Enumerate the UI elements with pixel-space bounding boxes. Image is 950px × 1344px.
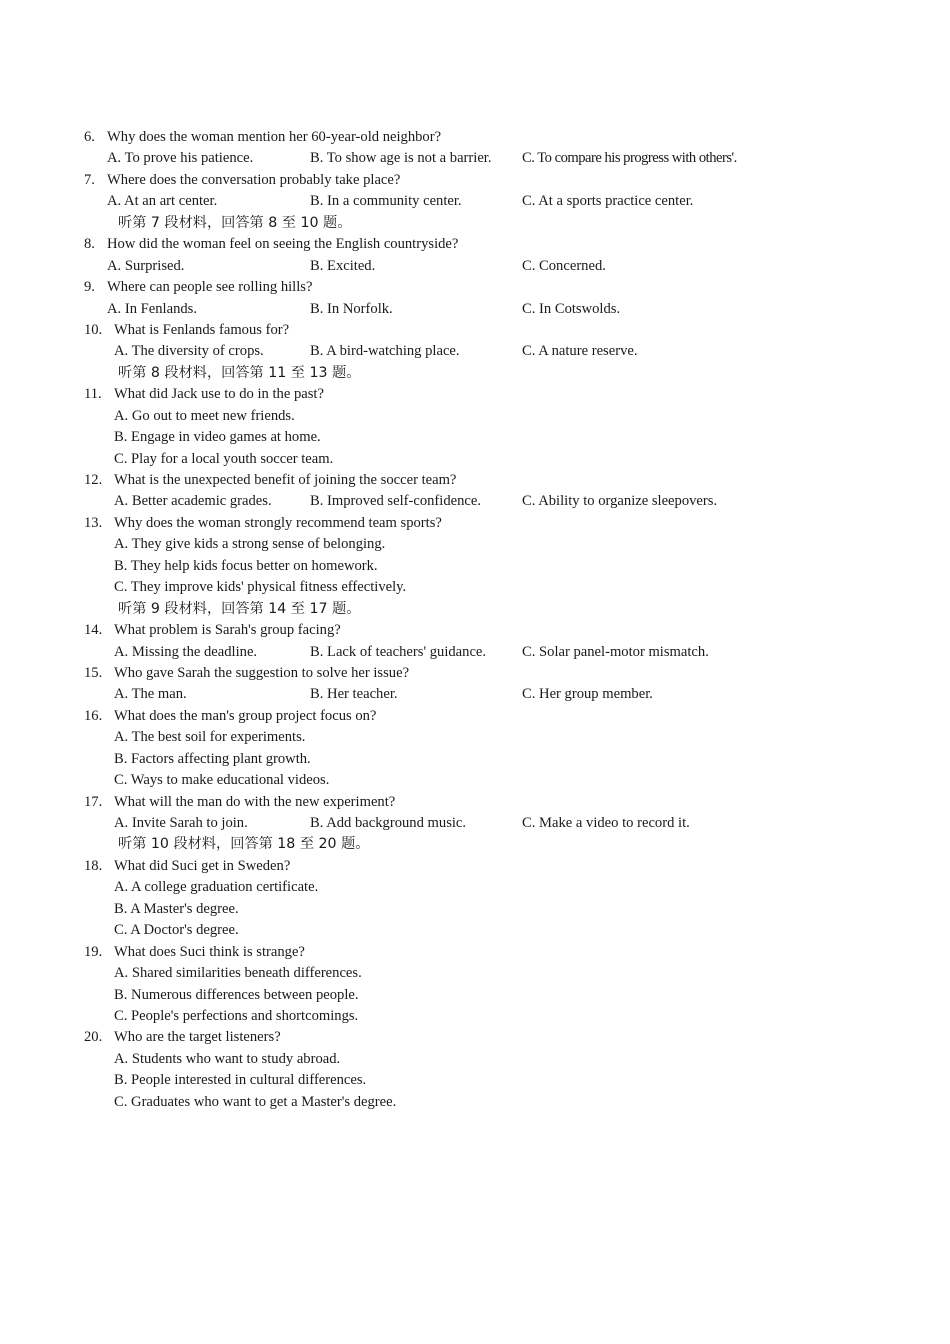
- question-12-options: [0, 491, 950, 512]
- question-13: [0, 513, 950, 534]
- question-number: 13.: [84, 514, 103, 531]
- option-b: B. A Master's degree.: [114, 900, 239, 917]
- question-number: 6.: [84, 129, 95, 145]
- option-c: C. Graduates who want to get a Master's degree.: [114, 1093, 397, 1110]
- option-a: A. Better academic grades.: [114, 493, 272, 510]
- question-12: [0, 470, 950, 491]
- option-c: C. Solar panel-motor mismatch.: [522, 643, 709, 660]
- question-11-option-b: [0, 427, 950, 448]
- question-10: [0, 320, 950, 341]
- option-c: C. Concerned.: [522, 257, 606, 274]
- section-instruction: 听第 8 段材料，回答第 11 至 13 题。: [118, 364, 361, 381]
- option-a: A. In Fenlands.: [107, 300, 197, 317]
- question-20-option-c: [0, 1092, 950, 1113]
- question-text: What does the man's group project focus on?: [114, 707, 377, 724]
- question-17: [0, 792, 950, 813]
- question-number: 7.: [84, 171, 95, 188]
- option-c: C. To compare his progress with others'.: [522, 150, 737, 167]
- option-a: A. Surprised.: [107, 257, 185, 274]
- question-6: [0, 127, 950, 148]
- question-16-option-c: [0, 770, 950, 791]
- section-heading: [0, 834, 950, 855]
- question-text: What will the man do with the new experiment?: [114, 793, 396, 810]
- question-text: Why does the woman strongly recommend team sports?: [114, 514, 442, 531]
- question-8-options: [0, 256, 950, 277]
- option-a: A. The best soil for experiments.: [114, 729, 306, 746]
- option-c: C. A nature reserve.: [522, 343, 638, 360]
- question-6-options: [0, 148, 950, 169]
- question-text: What does Suci think is strange?: [114, 943, 305, 960]
- question-text: What did Suci get in Sweden?: [114, 857, 291, 874]
- option-a: A. Shared similarities beneath differences.: [114, 965, 362, 982]
- question-19-option-a: [0, 963, 950, 984]
- question-number: 18.: [84, 857, 103, 874]
- option-b: B. Engage in video games at home.: [114, 429, 321, 446]
- question-9-options: [0, 299, 950, 320]
- question-10-options: [0, 341, 950, 362]
- question-text: Who gave Sarah the suggestion to solve her issue?: [114, 664, 410, 681]
- option-b: B. Improved self-confidence.: [310, 493, 482, 510]
- question-16-option-b: [0, 749, 950, 770]
- option-a: A. Go out to meet new friends.: [114, 407, 295, 424]
- option-b: B. In a community center.: [310, 193, 462, 210]
- option-a: A. Students who want to study abroad.: [114, 1050, 341, 1067]
- question-15-options: [0, 684, 950, 705]
- question-14: [0, 620, 950, 641]
- option-c: C. At a sports practice center.: [522, 193, 694, 210]
- option-c: C. People's perfections and shortcomings.: [114, 1007, 359, 1024]
- question-11: [0, 384, 950, 405]
- option-a: A. Invite Sarah to join.: [114, 815, 248, 831]
- question-number: 10.: [84, 321, 103, 338]
- question-8: [0, 234, 950, 255]
- option-b: B. Her teacher.: [310, 686, 398, 703]
- question-7-options: [0, 191, 950, 212]
- question-15: [0, 663, 950, 684]
- option-a: A. They give kids a strong sense of belonging.: [114, 536, 386, 553]
- question-number: 16.: [84, 707, 103, 724]
- option-c: C. Ways to make educational videos.: [114, 772, 330, 789]
- option-b: B. People interested in cultural differences.: [114, 1072, 367, 1089]
- question-text: What is Fenlands famous for?: [114, 321, 290, 338]
- question-number: 20.: [84, 1029, 103, 1046]
- question-18: [0, 856, 950, 877]
- option-a: A. The man.: [114, 686, 187, 703]
- question-14-options: [0, 642, 950, 663]
- question-text: What problem is Sarah's group facing?: [114, 622, 341, 639]
- option-b: B. Numerous differences between people.: [114, 986, 359, 1003]
- question-13-option-b: [0, 556, 950, 577]
- question-9: [0, 277, 950, 298]
- option-b: B. To show age is not a barrier.: [310, 150, 492, 167]
- option-c: C. Ability to organize sleepovers.: [522, 493, 718, 510]
- section-instruction: 听第 10 段材料，回答第 18 至 20 题。: [118, 836, 370, 853]
- question-number: 11.: [84, 386, 102, 403]
- question-13-option-a: [0, 534, 950, 555]
- option-c: C. Play for a local youth soccer team.: [114, 450, 334, 467]
- question-18-option-a: [0, 877, 950, 898]
- question-number: 15.: [84, 664, 103, 681]
- question-16-option-a: [0, 727, 950, 748]
- option-a: A. At an art center.: [107, 193, 218, 210]
- section-heading: [0, 599, 950, 620]
- question-13-option-c: [0, 577, 950, 598]
- question-text: Where can people see rolling hills?: [107, 279, 313, 296]
- option-b: B. Excited.: [310, 257, 376, 274]
- question-text: What did Jack use to do in the past?: [114, 386, 324, 403]
- question-text: How did the woman feel on seeing the English countryside?: [107, 236, 459, 253]
- option-c: C. Make a video to record it.: [522, 815, 690, 831]
- section-heading: [0, 213, 950, 234]
- option-b: B. Add background music.: [310, 815, 467, 831]
- question-text: What is the unexpected benefit of joining the soccer team?: [114, 472, 457, 488]
- question-text: Why does the woman mention her 60-year-old neighbor?: [107, 129, 442, 145]
- question-16: [0, 706, 950, 727]
- question-number: 9.: [84, 279, 95, 296]
- option-a: A. A college graduation certificate.: [114, 879, 319, 896]
- option-b: B. They help kids focus better on homework.: [114, 557, 378, 574]
- question-11-option-a: [0, 406, 950, 427]
- question-11-option-c: [0, 449, 950, 470]
- question-text: Where does the conversation probably take place?: [107, 171, 401, 188]
- question-17-options: [0, 813, 950, 834]
- section-heading: [0, 363, 950, 384]
- question-20: [0, 1027, 950, 1048]
- question-7: [0, 170, 950, 191]
- option-c: C. Her group member.: [522, 686, 653, 703]
- question-20-option-b: [0, 1070, 950, 1091]
- option-a: A. The diversity of crops.: [114, 343, 264, 360]
- section-instruction: 听第 9 段材料，回答第 14 至 17 题。: [118, 600, 361, 617]
- option-c: C. A Doctor's degree.: [114, 922, 239, 939]
- option-a: A. To prove his patience.: [107, 150, 254, 167]
- question-number: 8.: [84, 236, 95, 253]
- option-b: B. In Norfolk.: [310, 300, 393, 317]
- question-number: 19.: [84, 943, 103, 960]
- question-19-option-b: [0, 985, 950, 1006]
- option-b: B. Lack of teachers' guidance.: [310, 643, 487, 660]
- option-c: C. In Cotswolds.: [522, 300, 621, 317]
- listening-questions-page: [0, 127, 950, 1113]
- question-18-option-b: [0, 899, 950, 920]
- question-19: [0, 942, 950, 963]
- option-b: B. Factors affecting plant growth.: [114, 750, 311, 767]
- section-instruction: 听第 7 段材料，回答第 8 至 10 题。: [118, 214, 352, 231]
- question-text: Who are the target listeners?: [114, 1029, 281, 1046]
- option-c: C. They improve kids' physical fitness effectively.: [114, 579, 407, 596]
- question-number: 17.: [84, 793, 103, 810]
- question-number: 14.: [84, 622, 103, 639]
- question-number: 12.: [84, 472, 103, 488]
- option-a: A. Missing the deadline.: [114, 643, 258, 660]
- question-19-option-c: [0, 1006, 950, 1027]
- question-20-option-a: [0, 1049, 950, 1070]
- option-b: B. A bird-watching place.: [310, 343, 460, 360]
- question-18-option-c: [0, 920, 950, 941]
